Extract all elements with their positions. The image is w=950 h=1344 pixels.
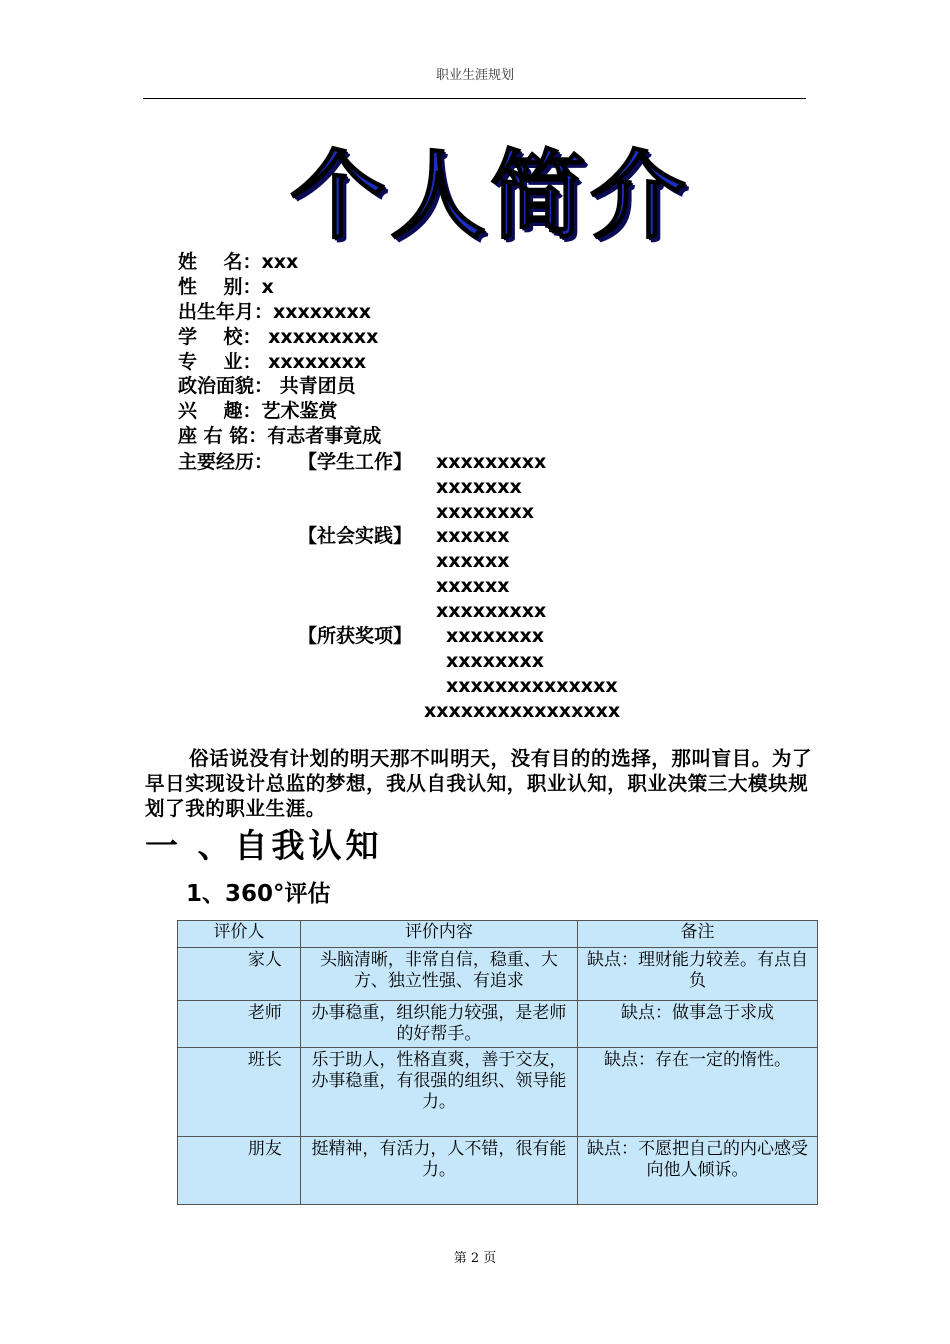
interest-value: 艺术鉴赏 <box>261 400 338 422</box>
student-work-item: xxxxxxxx <box>436 501 535 523</box>
header-rule <box>143 98 806 99</box>
cell-note: 缺点：不愿把自己的内心感受向他人倾诉。 <box>577 1137 817 1205</box>
name-value: xxx <box>261 251 299 273</box>
school-label: 学 校： <box>178 326 262 348</box>
cell-evaluator: 老师 <box>178 1001 301 1048</box>
student-work-item: xxxxxxx <box>436 476 522 498</box>
practice-item: xxxxxx <box>436 550 510 572</box>
school-value: xxxxxxxxx <box>261 326 379 348</box>
gender-label: 性 别： <box>178 276 262 298</box>
practice-item: xxxxxx <box>436 525 510 547</box>
profile-birth <box>178 300 371 324</box>
birth-label: 出生年月： <box>178 301 274 323</box>
profile-name <box>178 250 298 274</box>
experience-label: 主要经历： <box>178 451 274 473</box>
page-title-art: 个人简介 <box>290 140 690 252</box>
awards-item: xxxxxxxxxxxxxx <box>446 675 618 697</box>
cell-content: 挺精神，有活力，人不错，很有能力。 <box>300 1137 577 1205</box>
cell-evaluator: 家人 <box>178 948 301 1001</box>
profile-motto <box>178 424 381 448</box>
profile-interest <box>178 399 337 423</box>
intro-paragraph <box>145 746 815 821</box>
intro-text: 俗话说没有计划的明天那不叫明天，没有目的的选择，那叫盲目。为了早日实现设计总监的梦想，我从自我认知，职业认知，职业决策三大模块规划了我的职业生涯。 <box>145 747 813 820</box>
cell-content: 办事稳重，组织能力较强，是老师的好帮手。 <box>300 1001 577 1048</box>
header-note: 备注 <box>577 921 817 948</box>
profile-politics <box>178 374 356 398</box>
table-row <box>178 1048 818 1137</box>
practice-item: xxxxxxxxx <box>436 600 547 622</box>
table-row <box>178 948 818 1001</box>
practice-label: 【社会实践】 <box>298 525 413 547</box>
student-work-item: xxxxxxxxx <box>436 451 547 473</box>
section-heading: 一 、自我认知 <box>145 826 383 865</box>
motto-label: 座 右 铭： <box>178 425 268 447</box>
header-evaluator: 评价人 <box>178 921 301 948</box>
major-value: xxxxxxxx <box>261 351 367 373</box>
page-number: 第 2 页 <box>453 1251 497 1266</box>
evaluation-table <box>177 920 818 1205</box>
table-row <box>178 1001 818 1048</box>
page-header: 职业生涯规划 <box>435 68 514 83</box>
awards-label: 【所获奖项】 <box>298 625 413 647</box>
table-header-row <box>178 921 818 948</box>
interest-label: 兴 趣： <box>178 400 262 422</box>
cell-evaluator: 朋友 <box>178 1137 301 1205</box>
cell-note: 缺点：做事急于求成 <box>577 1001 817 1048</box>
student-work-label: 【学生工作】 <box>298 451 413 473</box>
birth-value: xxxxxxxx <box>273 301 372 323</box>
sub-heading: 1、360°评估 <box>186 881 331 907</box>
politics-value: 共青团员 <box>273 375 356 397</box>
cell-evaluator: 班长 <box>178 1048 301 1137</box>
cell-content: 乐于助人，性格直爽，善于交友，办事稳重，有很强的组织、领导能力。 <box>300 1048 577 1137</box>
cell-note: 缺点：理财能力较差。有点自负 <box>577 948 817 1001</box>
profile-major <box>178 350 366 374</box>
awards-item: xxxxxxxx <box>446 650 545 672</box>
profile-gender <box>178 275 274 299</box>
motto-value: 有志者事竟成 <box>267 425 382 447</box>
awards-item: xxxxxxxxxxxxxxxx <box>424 700 621 722</box>
table-row <box>178 1137 818 1205</box>
profile-school <box>178 325 378 349</box>
cell-content: 头脑清晰，非常自信，稳重、大方、独立性强、有追求 <box>300 948 577 1001</box>
politics-label: 政治面貌： <box>178 375 274 397</box>
header-content: 评价内容 <box>300 921 577 948</box>
practice-item: xxxxxx <box>436 575 510 597</box>
major-label: 专 业： <box>178 351 262 373</box>
awards-item: xxxxxxxx <box>446 625 545 647</box>
cell-note: 缺点：存在一定的惰性。 <box>577 1048 817 1137</box>
name-label: 姓 名： <box>178 251 262 273</box>
gender-value: x <box>261 276 274 298</box>
